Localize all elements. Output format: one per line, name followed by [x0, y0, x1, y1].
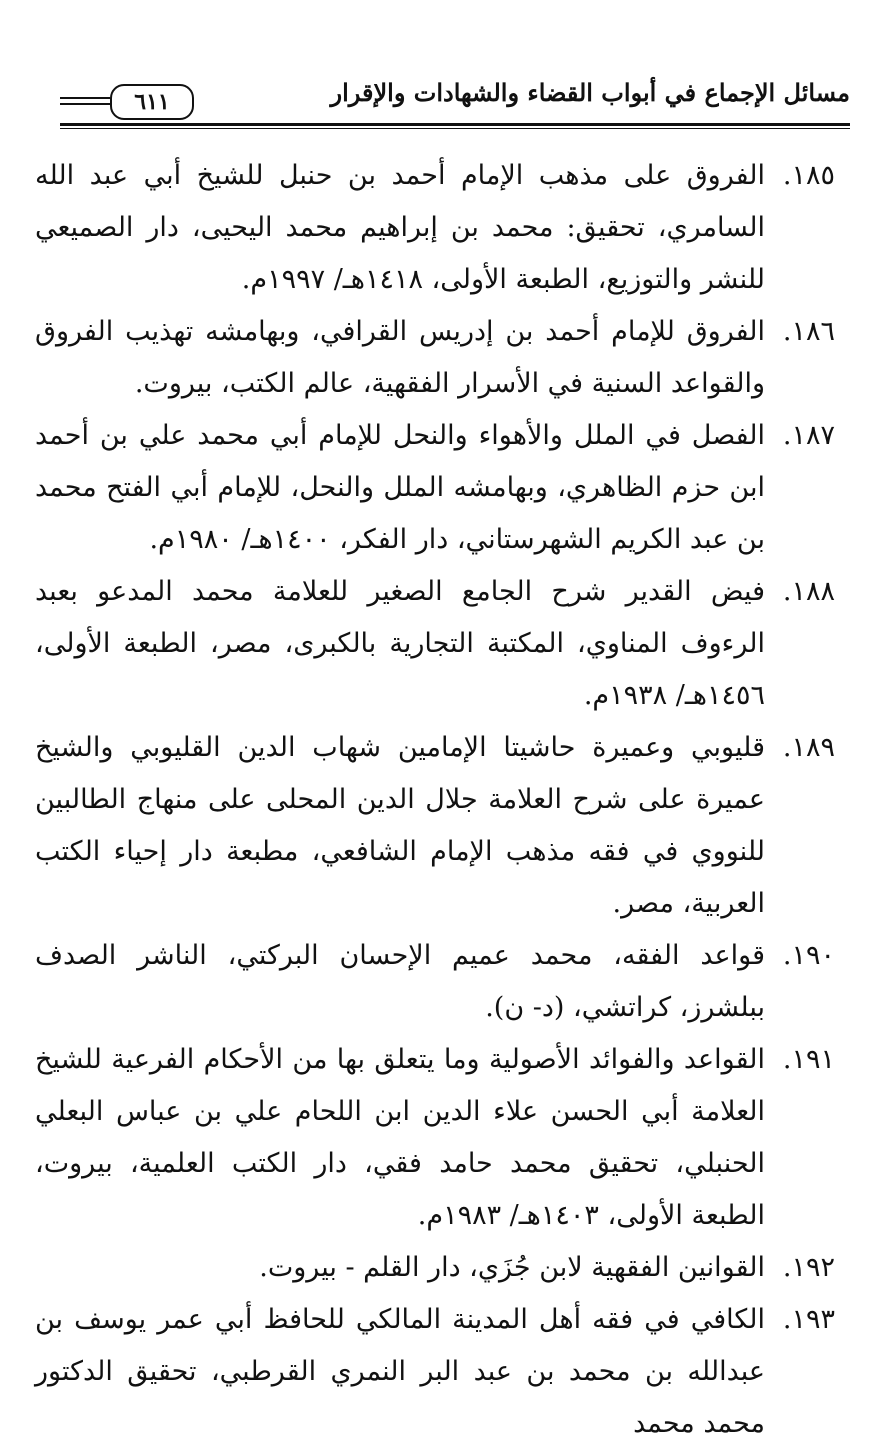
entry-text: الفروق للإمام أحمد بن إدريس القرافي، وبهامشه تهذيب الفروق والقواعد السنية في الأسرار الفقهية، عالم الكتب، بيروت. — [35, 316, 765, 399]
entry-number: ١٩٣. — [782, 1304, 835, 1335]
page-number: ٦١١ — [134, 89, 170, 115]
bibliography-entry — [35, 722, 835, 930]
entry-text: الفصل في الملل والأهواء والنحل للإمام أبي محمد علي بن أحمد ابن حزم الظاهري، وبهامشه الملل والنحل، للإمام أبي الفتح محمد بن عبد الكريم الشهرستاني، دار الفكر، ١٤٠٠هـ/ ١٩٨٠م. — [35, 420, 765, 555]
ornament-dashes — [60, 97, 110, 107]
page-header — [60, 60, 850, 130]
entry-number: ١٩١. — [782, 1044, 835, 1075]
entry-text: القوانين الفقهية لابن جُزَي، دار القلم - بيروت. — [259, 1252, 765, 1283]
bibliography-entry — [35, 566, 835, 722]
bibliography-entry — [35, 1034, 835, 1242]
bibliography-entry — [35, 930, 835, 1034]
entry-number: ١٩٢. — [782, 1252, 835, 1283]
header-rule-thin — [60, 128, 850, 129]
entry-text: فيض القدير شرح الجامع الصغير للعلامة محمد المدعو بعبد الرءوف المناوي، المكتبة التجارية بالكبرى، مصر، الطبعة الأولى، ١٤٥٦هـ/ ١٩٣٨م. — [35, 576, 765, 711]
bibliography-entry — [35, 150, 835, 306]
entry-number: ١٩٠. — [782, 940, 835, 971]
bibliography-entry — [35, 1294, 835, 1450]
entry-number: ١٨٩. — [782, 732, 835, 763]
entry-text: الفروق على مذهب الإمام أحمد بن حنبل للشيخ أبي عبد الله السامري، تحقيق: محمد بن إبراهيم محمد اليحيى، دار الصميعي للنشر والتوزيع، الطبعة الأولى، ١٤١٨هـ/ ١٩٩٧م. — [35, 160, 765, 295]
entry-text: قواعد الفقه، محمد عميم الإحسان البركتي، الناشر الصدف ببلشرز، كراتشي، (د- ن). — [35, 940, 765, 1023]
bibliography-entry — [35, 410, 835, 566]
entry-number: ١٨٧. — [782, 420, 835, 451]
entry-number: ١٨٥. — [782, 160, 835, 191]
running-title: مسائل الإجماع في أبواب القضاء والشهادات والإقرار — [330, 78, 850, 107]
entry-text: الكافي في فقه أهل المدينة المالكي للحافظ أبي عمر يوسف بن عبدالله بن محمد بن عبد البر النمري القرطبي، تحقيق الدكتور محمد محمد — [35, 1304, 765, 1439]
page-number-ornament — [110, 84, 194, 120]
bibliography-entry — [35, 1242, 835, 1294]
bibliography-list — [35, 150, 835, 1450]
entry-number: ١٨٨. — [782, 576, 835, 607]
entry-text: القواعد والفوائد الأصولية وما يتعلق بها من الأحكام الفرعية للشيخ العلامة أبي الحسن علاء الدين ابن اللحام علي بن عباس البعلي الحنبلي، تحقيق محمد حامد فقي، دار الكتب العلمية، بيروت، الطبعة الأولى، ١٤٠٣هـ/ ١٩٨٣م. — [35, 1044, 765, 1231]
entry-text: قليوبي وعميرة حاشيتا الإمامين شهاب الدين القليوبي والشيخ عميرة على شرح العلامة جلال الدين المحلى على منهاج الطالبين للنووي في فقه مذهب الإمام الشافعي، مطبعة دار إحياء الكتب العربية، مصر. — [35, 732, 765, 919]
bibliography-entry — [35, 306, 835, 410]
entry-number: ١٨٦. — [782, 316, 835, 347]
header-rule-bold — [60, 123, 850, 126]
